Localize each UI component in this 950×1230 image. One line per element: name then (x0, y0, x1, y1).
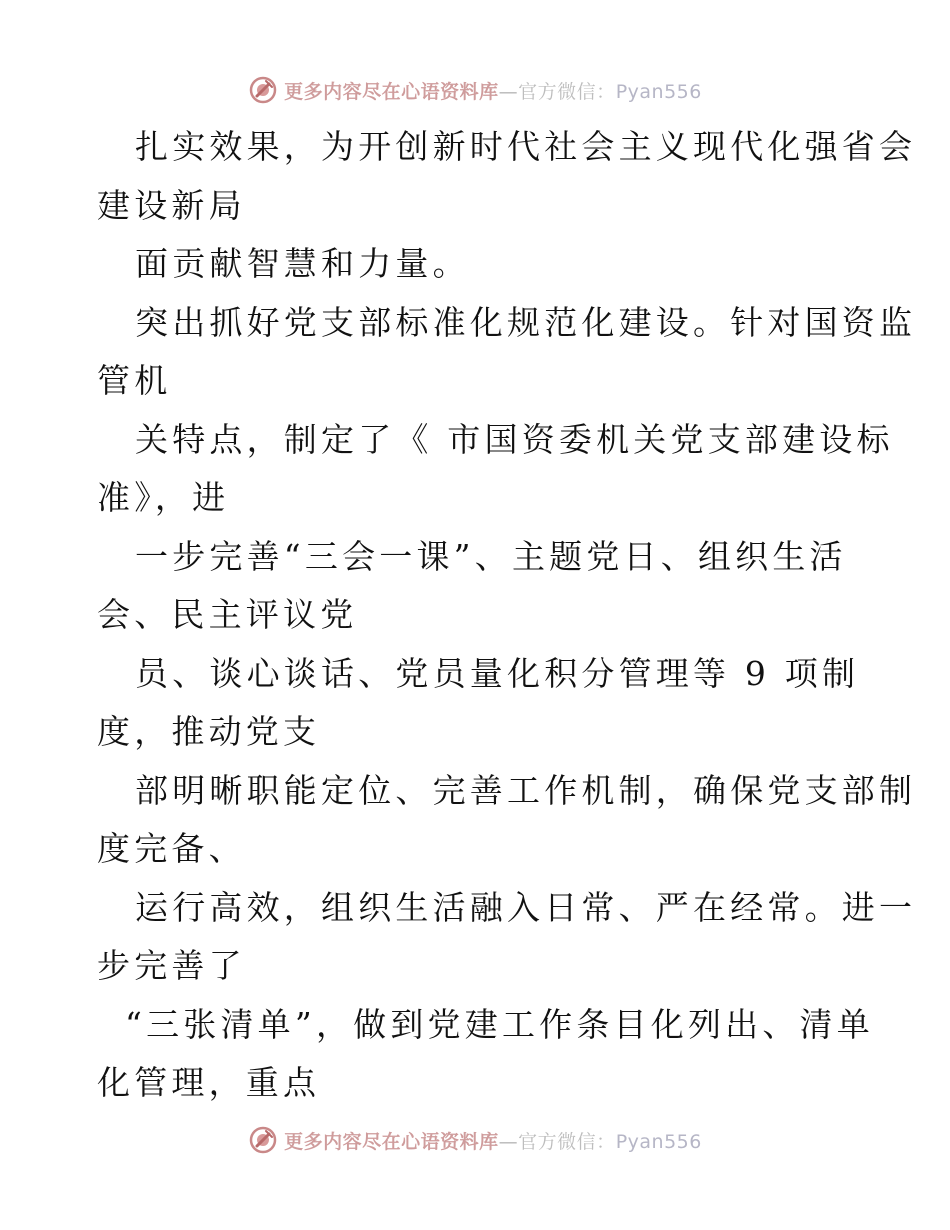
watermark-wechat-label: 官方微信： (518, 1130, 616, 1153)
watermark-text (284, 77, 702, 104)
text-line: 突出抓好党支部标准化规范化建设。针对国资监 (135, 302, 917, 342)
document-body (97, 118, 917, 1113)
text-line: 面贡献智慧和力量。 (135, 244, 470, 283)
watermark-dash: — (498, 1130, 519, 1153)
watermark-wechat-label: 官方微信： (518, 80, 616, 103)
text-line: “三张清单”，做到党建工作条目化列出、清单 (125, 1004, 874, 1044)
watermark-logo-icon (248, 75, 278, 105)
text-line: 关特点，制定了《 市国资委机关党支部建设标 (135, 419, 894, 459)
text-line: 管机 (97, 361, 172, 400)
text-line: 度完备、 (97, 829, 246, 868)
text-line: 步完善了 (97, 946, 246, 985)
watermark-site: 更多内容尽在心语资料库 (284, 1130, 499, 1153)
text-line: 度，推动党支 (97, 712, 321, 751)
watermark-wechat-id: Pyan556 (615, 1130, 702, 1153)
watermark-site: 更多内容尽在心语资料库 (284, 80, 499, 103)
text-line: 扎实效果，为开创新时代社会主义现代化强省会 (135, 127, 917, 166)
text-line: 运行高效，组织生活融入日常、严在经常。进一 (135, 887, 917, 927)
text-line: 一步完善“三会一课”、主题党日、组织生活 (135, 536, 847, 576)
text-line: 会、民主评议党 (97, 595, 358, 634)
watermark-dash: — (498, 80, 519, 103)
header-watermark (0, 70, 950, 110)
text-line: 化管理，重点 (97, 1063, 321, 1102)
watermark-text (284, 1127, 702, 1154)
watermark-logo-icon (248, 1125, 278, 1155)
text-line: 准》，进 (97, 478, 230, 517)
text-line: 员、谈心谈话、党员量化积分管理等 9 项制 (135, 653, 860, 693)
text-line: 部明晰职能定位、完善工作机制，确保党支部制 (135, 770, 917, 810)
watermark-wechat-id: Pyan556 (615, 80, 702, 103)
footer-watermark (0, 1120, 950, 1160)
text-line: 建设新局 (97, 185, 246, 225)
